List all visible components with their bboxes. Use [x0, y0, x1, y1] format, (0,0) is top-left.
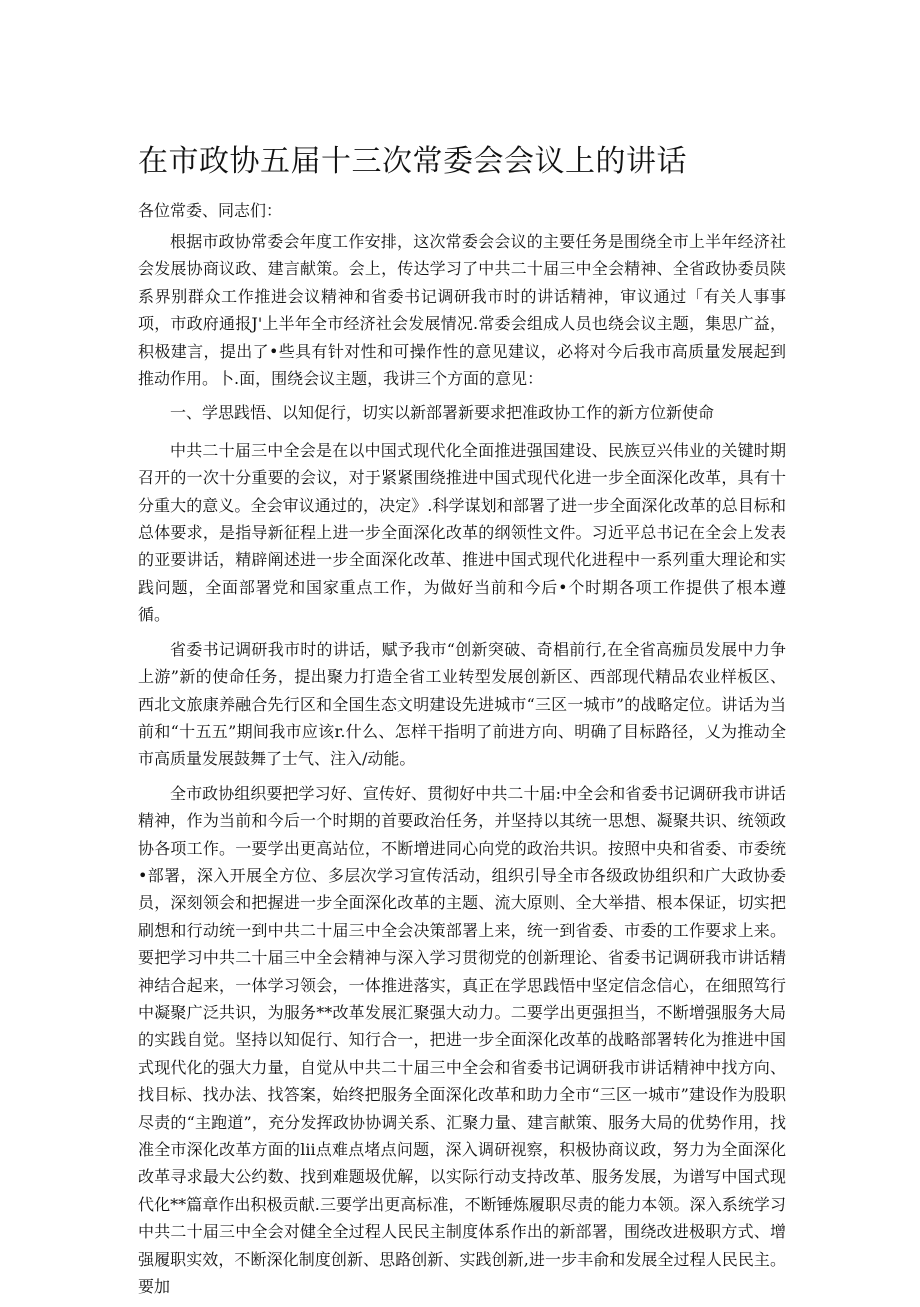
- paragraph-plenum: 中共二十届三中全会是在以中国式现代化全面推进强国建设、民族豆兴伟业的关键时期召开的一次十分重要的会议，对于紧紧围绕推进中国式现代化进一步全面深化改革，具有十分重大的意义。全会审议通过的，决定》.科学谋划和部署了进一步全面深化改革的总目标和总体要求，是指导新征程上进一步全面深化改革的纲领性文件。习近平总书记在全会上发表的亚要讲话，精辟阐述进一步全面深化改革、推进中国式现代化进程中一系列重大理论和实践问题，全面部署党和国家重点工作，为做好当前和今后•个时期各项工作提供了根本遵循。: [138, 440, 786, 625]
- paragraph-intro: 根据市政协常委会年度工作安排，这次常委会会议的主要任务是围绕全市上半年经济社会发展协商议政、建言献策。会上，传达学习了中共二十届三中全会精神、全省政协委员陕系界别群众工作推进会议精神和省委书记调研我市时的讲话精神，审议通过「有关人事事项，市政府通报J'上半年全市经济社会发展情况.常委会组成人员也绕会议主题，集思广益，积极建言，提出了•些具有针对性和可操作性的意见建议，必将对今后我市高质量发展起到推动作用。卜.面，围绕会议主题，我讲三个方面的意见：: [138, 232, 786, 389]
- document-body: [138, 228, 786, 1307]
- paragraph-requirements: 全市政协组织要把学习好、宣传好、贯彻好中共二十届:中全会和省委书记调研我市讲话精神，作为当前和今后一个时期的首要政治任务，并坚持以其统一思想、凝聚共识、统领政协各项工作。一要学出更高站位，不断增进同心向党的政治共识。按照中央和省委、市委统•部署，深入开展全方位、多层次学习宣传活动，组织引导全市各级政协组织和广大政协委员，深刻领会和把握进一步全面深化改革的主题、流大原则、全大举措、根本保证，切实把刷想和行动统一到中共二十届三中全会决策部署上来，统一到省委、市委的工作要求上来。要把学习中共二十届三中全会精神与深入学习贯彻党的创新理论、省委书记调研我市讲话精神结合起来，一体学习领会，一体推进落实，真正在学思践悟中坚定信念信心，在细照笃行中凝聚广泛共识，为服务**改革发展汇聚强大动力。二要学出更强担当，不断增强服务大局的实践自觉。坚持以知促行、知行合一，把进一步全面深化改革的战略部署转化为推进中国式现代化的强大力量，自觉从中共二十届三中全会和省委书记调研我市讲话精神中找方向、找目标、找办法、找答案，始终把服务全面深化改革和助力全市“三区一城市”建设作为股职尽责的“主跑道”，充分发挥政协协调关系、汇聚力量、建言献策、服务大局的优势作用，找准全市深化改革方面的lii点难点堵点问题，深入调研视察，积极协商议政，努力为全面深化改革寻求最大公约数、找到难题圾优解，以实际行动支持改革、服务发展，为谱写中国式现代化**篇章作出积极贡献.三要学出更高标准，不断锤炼履职尽责的能力本领。深入系统学习中共二十届三中全会对健全全过程人民民主制度体系作出的新部署，围绕改进极职方式、增强履职实效，不断深化制度创新、思路创新、实践创新,进一步丰俞和发展全过程人民民主。要加: [138, 783, 786, 1297]
- document-title: 在市政协五届十三次常委会会议上的讲话: [138, 144, 687, 179]
- salutation: 各位常委、同志们：: [138, 201, 283, 220]
- section-heading-1: 一、学思践悟、以知促行，切实以新部署新要求把准政协工作的新方位新使命: [170, 403, 715, 423]
- paragraph-provincial-secretary: 省委书记调研我市时的讲话，赋予我市“创新突破、奇椙前行,在全省高痂员发展中力争上游”新的使命任务，提出聚力打造全省工业转型发展创新区、西部现代精品农业样板区、西北文旅康养融合先行区和全国生态文明建设先进城市“三区一城市”的战略定位。讲话为当前和“十五五”期间我市应该r.什么、怎样干指明了前进方向、明确了目标路径，乂为推动全市高质量发展鼓舞了士气、注入/动能。: [138, 639, 786, 769]
